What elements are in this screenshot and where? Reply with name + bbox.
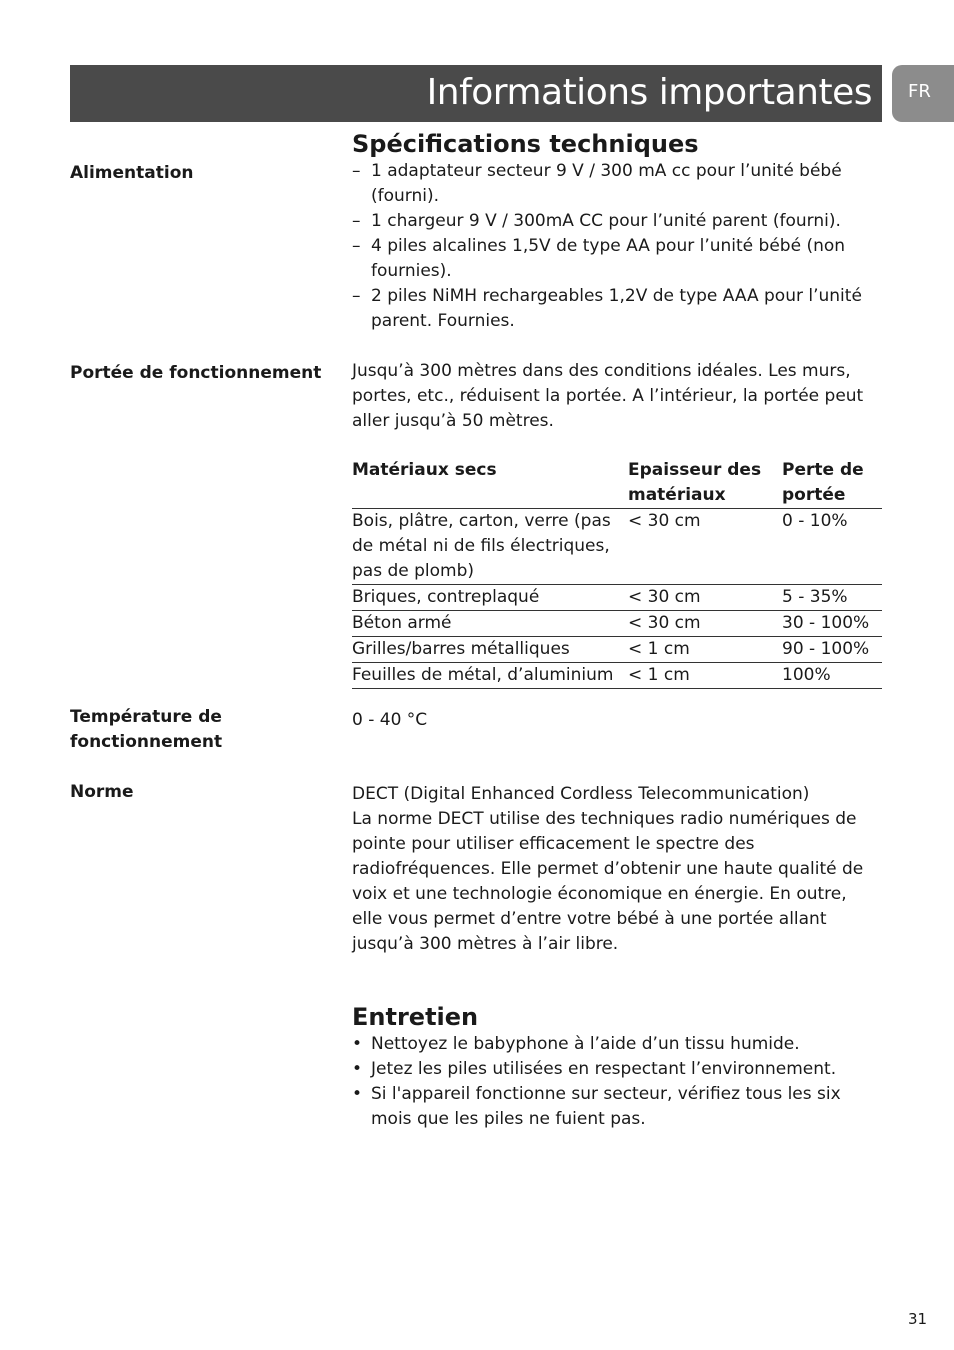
list-item: • Si l'appareil fonctionne sur secteur, vérifiez tous les six mois que les piles ne fuient pas.	[352, 1084, 841, 1129]
dash-marker: –	[352, 211, 361, 231]
page-number: 31	[908, 1310, 928, 1328]
list-item: • Nettoyez le babyphone à l’aide d’un tissu humide.	[352, 1032, 882, 1057]
maintenance-heading: Entretien	[352, 1003, 479, 1031]
table-cell: < 1 cm	[628, 637, 782, 663]
table-row	[352, 509, 882, 585]
table-cell: 5 - 35%	[782, 585, 882, 611]
table-row	[352, 637, 882, 663]
power-list-block	[352, 159, 882, 334]
table-cell: 30 - 100%	[782, 611, 882, 637]
standard-label: Norme	[70, 782, 134, 802]
table-cell: < 30 cm	[628, 511, 701, 531]
dash-marker: –	[352, 236, 361, 256]
table-cell: 0 - 10%	[782, 511, 848, 531]
range-text-block	[352, 359, 882, 434]
temperature-value: 0 - 40 °C	[352, 710, 428, 730]
table-cell: Briques, contreplaqué	[352, 585, 628, 611]
dash-marker: –	[352, 161, 361, 181]
table-cell: < 30 cm	[628, 585, 782, 611]
page-title: Informations importantes	[426, 72, 872, 113]
table-row	[352, 611, 882, 637]
table-header-cell: Epaisseur des matériaux	[628, 458, 782, 509]
list-item: • Jetez les piles utilisées en respectant l’environnement.	[352, 1057, 882, 1082]
list-item: – 2 piles NiMH rechargeables 1,2V de type AAA pour l’unité parent. Fournies.	[352, 286, 862, 331]
standard-text-block	[352, 782, 882, 957]
language-label: FR	[908, 81, 931, 102]
range-text: Jusqu’à 300 mètres dans des conditions idéales. Les murs, portes, etc., réduisent la portée. A l’intérieur, la portée peut aller jusqu’à 50 mètres.	[352, 361, 864, 431]
materials-table	[352, 458, 882, 689]
table-header-cell: Perte de portée	[782, 458, 882, 509]
table-cell: Béton armé	[352, 611, 628, 637]
maintenance-list	[352, 1032, 882, 1132]
table-cell: Bois, plâtre, carton, verre (pas de métal ni de fils électriques, pas de plomb)	[352, 511, 611, 581]
table-cell: < 30 cm	[628, 611, 782, 637]
range-label: Portée de fonctionnement	[70, 363, 322, 383]
table-cell: Grilles/barres métalliques	[352, 637, 628, 663]
list-item: – 1 chargeur 9 V / 300mA CC pour l’unité parent (fourni).	[352, 209, 882, 234]
standard-text: La norme DECT utilise des techniques radio numériques de pointe pour utiliser efficacement le spectre des radiofréquences. Elle permet d’obtenir une haute qualité de voix et une technologie économique en énergie. En outre, elle vous permet d’entre votre bébé à une portée allant jusqu’à 300 mètres à l’air libre.	[352, 809, 864, 954]
table-cell: Feuilles de métal, d’aluminium	[352, 663, 628, 689]
list-item: – 1 adaptateur secteur 9 V / 300 mA cc pour l’unité bébé (fourni).	[352, 161, 842, 206]
power-list	[352, 159, 882, 334]
bullet-marker: •	[352, 1084, 363, 1104]
table-cell: 100%	[782, 663, 882, 689]
list-item: – 4 piles alcalines 1,5V de type AA pour l’unité bébé (non fournies).	[352, 236, 846, 281]
table-header-cell: Matériaux secs	[352, 458, 628, 509]
table-cell: 90 - 100%	[782, 637, 882, 663]
power-label: Alimentation	[70, 163, 194, 183]
table-row	[352, 663, 882, 689]
table-row	[352, 585, 882, 611]
bullet-marker: •	[352, 1059, 363, 1079]
header-bar	[70, 65, 882, 122]
maintenance-list-block	[352, 1032, 882, 1132]
specs-heading: Spécifications techniques	[352, 130, 699, 158]
temperature-label: Température de fonctionnement	[70, 707, 223, 752]
table-header-row	[352, 458, 882, 509]
dash-marker: –	[352, 286, 361, 306]
bullet-marker: •	[352, 1034, 363, 1054]
table-cell: < 1 cm	[628, 663, 782, 689]
language-tab	[892, 65, 954, 122]
standard-line1: DECT (Digital Enhanced Cordless Telecommunication)	[352, 784, 810, 804]
